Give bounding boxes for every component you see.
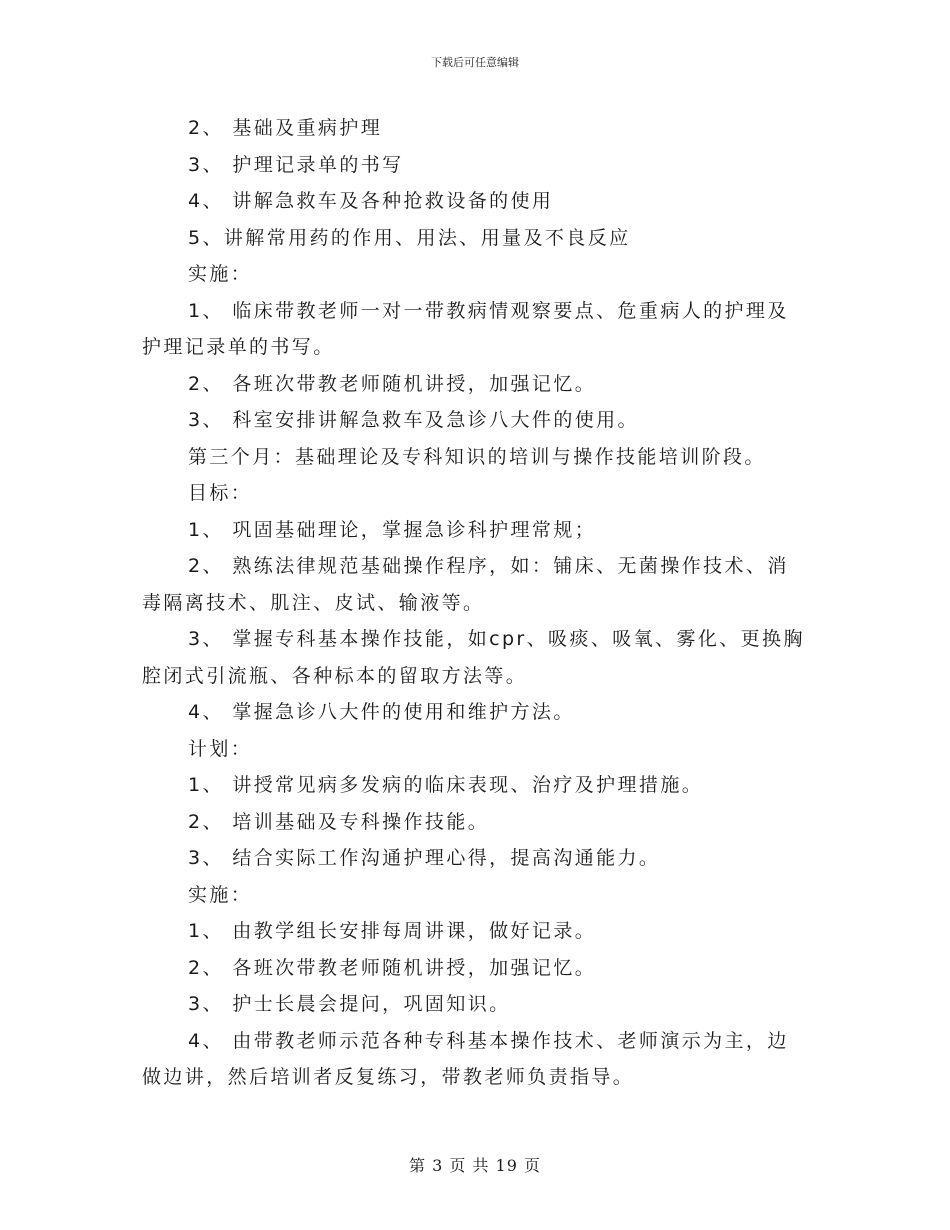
text-line: 3、 护士长晨会提问，巩固知识。 — [188, 993, 511, 1015]
text-line: 实施： — [188, 883, 253, 906]
page-footer: 第 3 页 共 19 页 — [409, 1156, 541, 1175]
text-line: 实施： — [188, 263, 253, 285]
text-line: 2、 各班次带教老师随机讲授，加强记忆。 — [188, 372, 597, 395]
text-line: 1、 巩固基础理论，掌握急诊科护理常规； — [188, 518, 597, 541]
text-line: 2、 熟练法律规范基础操作程序，如：铺床、无菌操作技术、消 — [188, 555, 789, 577]
text-line: 腔闭式引流瓶、各种标本的留取方法等。 — [142, 664, 528, 687]
text-line: 3、 护理记录单的书写 — [188, 153, 404, 176]
document-body — [142, 110, 814, 1096]
text-line: 1、 讲授常见病多发病的临床表现、治疗及护理措施。 — [188, 774, 704, 796]
text-line: 目标： — [188, 482, 253, 504]
text-line: 1、 由教学组长安排每周讲课，做好记录。 — [188, 920, 597, 942]
text-line: 2、 培训基础及专科操作技能。 — [188, 810, 490, 833]
text-line: 计划： — [188, 737, 253, 760]
text-line: 2、 各班次带教老师随机讲授，加强记忆。 — [188, 956, 597, 979]
text-line: 3、 科室安排讲解急救车及急诊八大件的使用。 — [188, 409, 639, 431]
text-line: 4、 讲解急救车及各种抢救设备的使用 — [188, 190, 554, 212]
header-note: 下载后可任意编辑 — [431, 56, 519, 69]
text-line: 做边讲，然后培训者反复练习，带教老师负责指导。 — [142, 1066, 635, 1088]
text-line: 2、 基础及重病护理 — [188, 117, 383, 139]
text-line: 毒隔离技术、肌注、皮试、输液等。 — [142, 591, 485, 614]
text-line: 第三个月：基础理论及专科知识的培训与操作技能培训阶段。 — [188, 445, 766, 468]
text-line: 护理记录单的书写。 — [142, 336, 335, 358]
text-line: 1、 临床带教老师一对一带教病情观察要点、危重病人的护理及 — [188, 299, 789, 322]
text-line: 5、讲解常用药的作用、用法、用量及不良反应 — [188, 226, 631, 249]
text-line: 3、 掌握专科基本操作技能，如cpr、吸痰、吸氧、雾化、更换胸 — [188, 628, 805, 650]
text-line: 4、 掌握急诊八大件的使用和维护方法。 — [188, 701, 575, 723]
text-line: 3、 结合实际工作沟通护理心得，提高沟通能力。 — [188, 847, 661, 869]
text-line: 4、 由带教老师示范各种专科基本操作技术、老师演示为主，边 — [188, 1029, 789, 1052]
